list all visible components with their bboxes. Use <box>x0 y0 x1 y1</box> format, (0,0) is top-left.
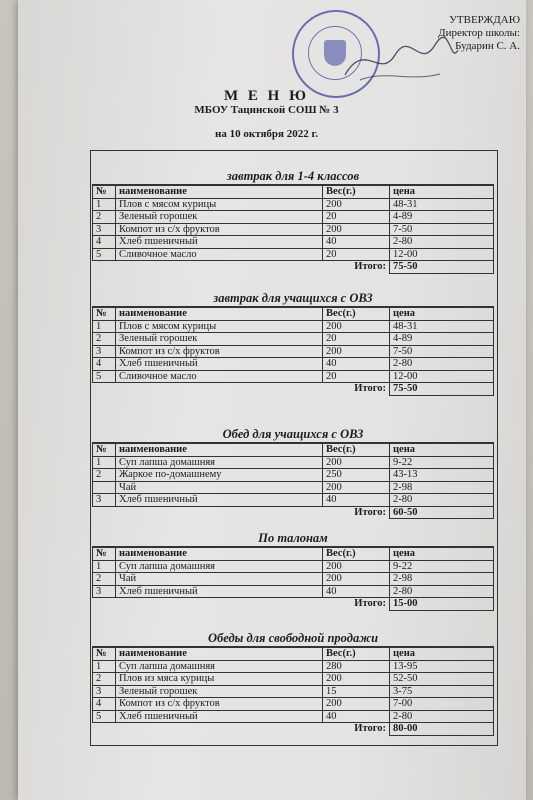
cell-name: Компот из с/х фруктов <box>116 345 323 358</box>
table-row <box>93 198 494 211</box>
total-label: Итого: <box>354 506 386 518</box>
cell-price: 2-80 <box>390 710 494 723</box>
cell-name: Хлеб пшеничный <box>116 236 323 249</box>
table-row <box>93 345 494 358</box>
cell-weight: 200 <box>323 481 390 494</box>
cell-n: 1 <box>93 660 116 673</box>
column-header-price: цена <box>390 548 494 561</box>
cell-n: 5 <box>93 248 116 261</box>
cell-name: Чай <box>116 481 323 494</box>
table-row <box>93 673 494 686</box>
cell-n: 3 <box>93 685 116 698</box>
cell-n: 4 <box>93 358 116 371</box>
section-title: По талонам <box>92 530 494 547</box>
column-header-num: № <box>93 648 116 661</box>
table-row <box>93 358 494 371</box>
approval-block <box>400 14 520 53</box>
column-header-price: цена <box>390 186 494 199</box>
cell-price: 4-89 <box>390 211 494 224</box>
column-header-price: цена <box>390 444 494 457</box>
cell-price: 2-80 <box>390 236 494 249</box>
cell-n: 5 <box>93 370 116 383</box>
cell-n: 3 <box>93 585 116 598</box>
cell-name: Компот из с/х фруктов <box>116 698 323 711</box>
total-label: Итого: <box>354 261 386 273</box>
cell-weight: 200 <box>323 573 390 586</box>
column-header-price: цена <box>390 648 494 661</box>
total-row <box>93 383 494 396</box>
section-title: завтрак для 1-4 классов <box>92 168 494 185</box>
menu-table <box>92 307 494 396</box>
total-label: Итого: <box>354 598 386 610</box>
cell-name: Чай <box>116 573 323 586</box>
menu-section <box>92 290 494 396</box>
section-title: завтрак для учащихся с ОВЗ <box>92 290 494 307</box>
approval-position: Директор школы: <box>438 27 520 39</box>
column-header-weight: Вес(г.) <box>323 186 390 199</box>
section-title: Обеды для свободной продажи <box>92 630 494 647</box>
menu-table <box>92 547 494 611</box>
column-header-weight: Вес(г.) <box>323 548 390 561</box>
column-header-name: наименование <box>116 308 323 321</box>
total-row <box>93 598 494 611</box>
cell-price: 48-31 <box>390 198 494 211</box>
cell-weight: 200 <box>323 198 390 211</box>
table-header-row <box>93 548 494 561</box>
total-row <box>93 261 494 274</box>
cell-weight: 15 <box>323 685 390 698</box>
total-value: 60-50 <box>390 506 494 519</box>
cell-n: 2 <box>93 469 116 482</box>
cell-price: 3-75 <box>390 685 494 698</box>
column-header-num: № <box>93 308 116 321</box>
cell-name: Зеленый горошек <box>116 211 323 224</box>
column-header-price: цена <box>390 308 494 321</box>
column-header-num: № <box>93 444 116 457</box>
cell-price: 2-80 <box>390 494 494 507</box>
total-row <box>93 506 494 519</box>
table-row <box>93 481 494 494</box>
table-header-row <box>93 648 494 661</box>
cell-name: Жаркое по-домашнему <box>116 469 323 482</box>
column-header-weight: Вес(г.) <box>323 308 390 321</box>
cell-price: 12-00 <box>390 370 494 383</box>
column-header-name: наименование <box>116 548 323 561</box>
cell-name: Суп лапша домашняя <box>116 560 323 573</box>
column-header-num: № <box>93 186 116 199</box>
cell-weight: 40 <box>323 236 390 249</box>
cell-name: Суп лапша домашняя <box>116 456 323 469</box>
cell-weight: 40 <box>323 494 390 507</box>
column-header-num: № <box>93 548 116 561</box>
school-name: МБОУ Тацинской СОШ № 3 <box>194 104 339 116</box>
cell-weight: 200 <box>323 560 390 573</box>
table-row <box>93 494 494 507</box>
table-row <box>93 660 494 673</box>
cell-price: 7-00 <box>390 698 494 711</box>
cell-price: 7-50 <box>390 223 494 236</box>
cell-name: Плов с мясом курицы <box>116 198 323 211</box>
table-row <box>93 573 494 586</box>
cell-price: 48-31 <box>390 320 494 333</box>
cell-n: 5 <box>93 710 116 723</box>
cell-n: 1 <box>93 456 116 469</box>
cell-name: Хлеб пшеничный <box>116 358 323 371</box>
cell-weight: 200 <box>323 456 390 469</box>
total-value: 75-50 <box>390 261 494 274</box>
cell-weight: 20 <box>323 370 390 383</box>
cell-weight: 40 <box>323 710 390 723</box>
cell-name: Хлеб пшеничный <box>116 710 323 723</box>
table-row <box>93 333 494 346</box>
table-header-row <box>93 444 494 457</box>
cell-name: Компот из с/х фруктов <box>116 223 323 236</box>
cell-name: Хлеб пшеничный <box>116 585 323 598</box>
cell-n: 3 <box>93 223 116 236</box>
cell-weight: 200 <box>323 698 390 711</box>
total-value: 80-00 <box>390 723 494 736</box>
column-header-weight: Вес(г.) <box>323 444 390 457</box>
cell-name: Суп лапша домашняя <box>116 660 323 673</box>
table-header-row <box>93 308 494 321</box>
table-row <box>93 560 494 573</box>
total-value: 75-50 <box>390 383 494 396</box>
cell-price: 13-95 <box>390 660 494 673</box>
cell-n <box>93 481 116 494</box>
cell-weight: 200 <box>323 345 390 358</box>
cell-price: 2-80 <box>390 585 494 598</box>
cell-price: 12-00 <box>390 248 494 261</box>
menu-section <box>92 426 494 519</box>
cell-n: 3 <box>93 345 116 358</box>
cell-n: 1 <box>93 560 116 573</box>
cell-n: 2 <box>93 211 116 224</box>
table-row <box>93 469 494 482</box>
cell-weight: 20 <box>323 211 390 224</box>
table-row <box>93 685 494 698</box>
menu-table <box>92 443 494 519</box>
menu-table <box>92 647 494 736</box>
cell-price: 2-98 <box>390 573 494 586</box>
approval-title: УТВЕРЖДАЮ <box>449 14 520 26</box>
menu-table <box>92 185 494 274</box>
page-title: М Е Н Ю <box>224 88 309 104</box>
cell-name: Плов из мяса курицы <box>116 673 323 686</box>
cell-weight: 40 <box>323 358 390 371</box>
column-header-weight: Вес(г.) <box>323 648 390 661</box>
cell-name: Плов с мясом курицы <box>116 320 323 333</box>
cell-name: Зеленый горошек <box>116 333 323 346</box>
cell-n: 2 <box>93 333 116 346</box>
cell-weight: 250 <box>323 469 390 482</box>
cell-n: 4 <box>93 236 116 249</box>
approval-name: Бударин С. А. <box>455 40 520 52</box>
cell-n: 1 <box>93 198 116 211</box>
cell-n: 3 <box>93 494 116 507</box>
cell-n: 4 <box>93 698 116 711</box>
cell-name: Сливочное масло <box>116 248 323 261</box>
table-row <box>93 370 494 383</box>
column-header-name: наименование <box>116 444 323 457</box>
table-header-row <box>93 186 494 199</box>
cell-price: 7-50 <box>390 345 494 358</box>
cell-weight: 280 <box>323 660 390 673</box>
table-row <box>93 223 494 236</box>
table-row <box>93 248 494 261</box>
cell-price: 52-50 <box>390 673 494 686</box>
column-header-name: наименование <box>116 648 323 661</box>
cell-name: Сливочное масло <box>116 370 323 383</box>
cell-weight: 200 <box>323 673 390 686</box>
cell-weight: 20 <box>323 333 390 346</box>
cell-weight: 200 <box>323 223 390 236</box>
table-row <box>93 710 494 723</box>
cell-weight: 200 <box>323 320 390 333</box>
total-label: Итого: <box>354 383 386 395</box>
cell-n: 1 <box>93 320 116 333</box>
table-row <box>93 698 494 711</box>
total-value: 15-00 <box>390 598 494 611</box>
table-row <box>93 211 494 224</box>
table-row <box>93 585 494 598</box>
cell-n: 2 <box>93 673 116 686</box>
cell-name: Зеленый горошек <box>116 685 323 698</box>
cell-weight: 40 <box>323 585 390 598</box>
column-header-name: наименование <box>116 186 323 199</box>
menu-section <box>92 168 494 274</box>
cell-price: 2-80 <box>390 358 494 371</box>
cell-price: 9-22 <box>390 560 494 573</box>
cell-price: 4-89 <box>390 333 494 346</box>
cell-name: Хлеб пшеничный <box>116 494 323 507</box>
cell-price: 43-13 <box>390 469 494 482</box>
cell-weight: 20 <box>323 248 390 261</box>
menu-section <box>92 530 494 611</box>
table-row <box>93 320 494 333</box>
total-row <box>93 723 494 736</box>
section-title: Обед для учащихся с ОВЗ <box>92 426 494 443</box>
cell-n: 2 <box>93 573 116 586</box>
table-row <box>93 456 494 469</box>
cell-price: 2-98 <box>390 481 494 494</box>
table-row <box>93 236 494 249</box>
cell-price: 9-22 <box>390 456 494 469</box>
menu-section <box>92 630 494 736</box>
menu-date: на 10 октября 2022 г. <box>215 128 318 140</box>
total-label: Итого: <box>354 723 386 735</box>
